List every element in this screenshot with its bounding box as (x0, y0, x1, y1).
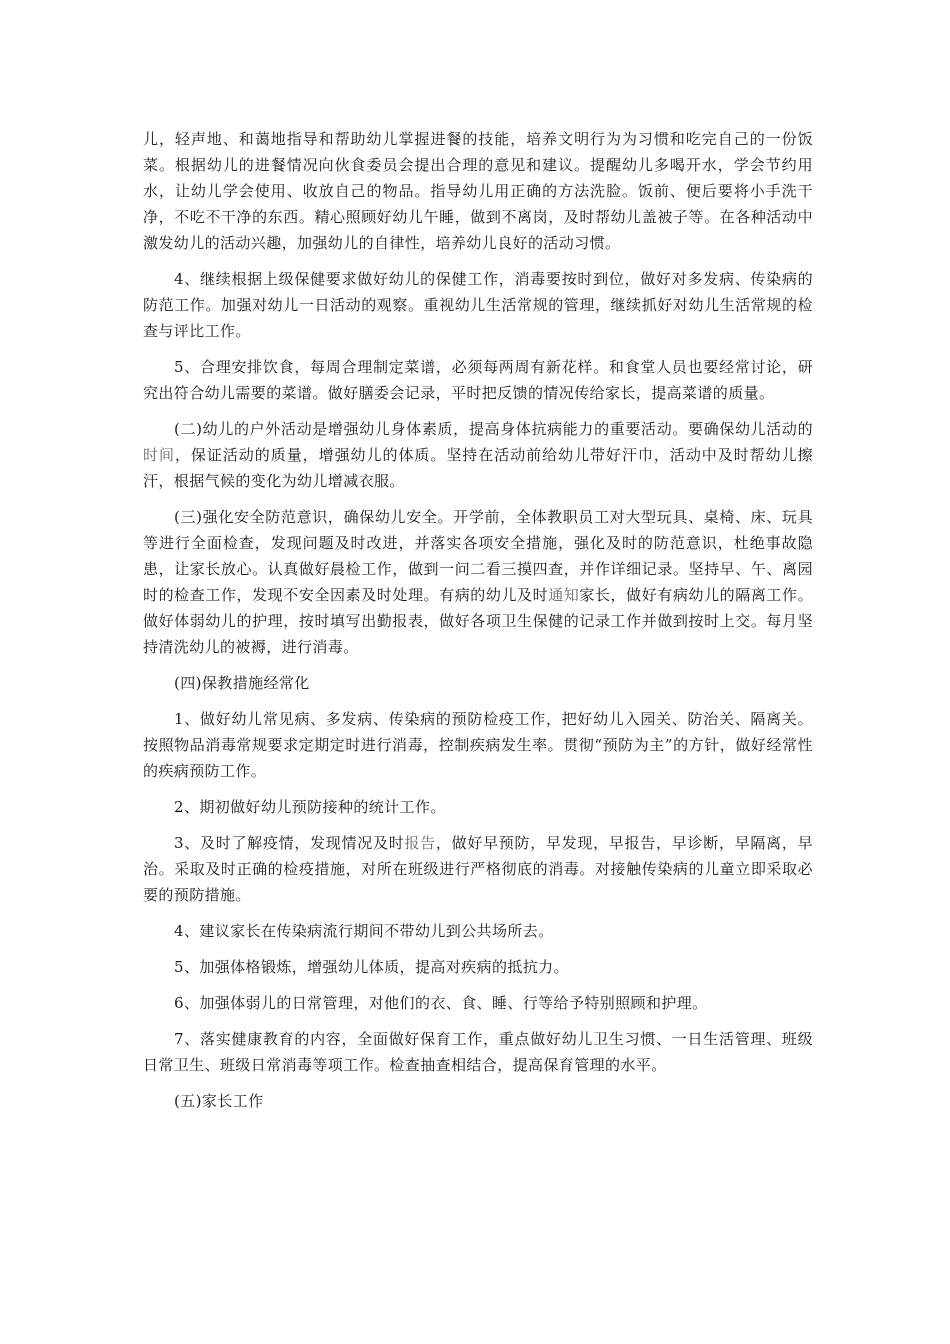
paragraph-text: 6、加强体弱儿的日常管理，对他们的衣、食、睡、行等给予特别照顾和护理。 (174, 994, 708, 1012)
paragraph-text: 4、继续根据上级保健要求做好幼儿的保健工作，消毒要按时到位，做好对多发病、传染病的防范工作。加强对幼儿一日活动的观察。重视幼儿生活常规的管理，继续抓好对幼儿生活常规的检查与评比工作。 (143, 270, 813, 340)
paragraph-text: ，保证活动的质量，增强幼儿的体质。坚持在活动前给幼儿带好汗巾，活动中及时帮幼儿擦汗，根据气候的变化为幼儿增减衣服。 (143, 446, 813, 490)
paragraph-text: ，做好早预防，早发现，早报告，早诊断，早隔离，早治。采取及时正确的检疫措施，对所在班级进行严格彻底的消毒。对接触传染病的儿童立即采取必要的预防措施。 (143, 834, 813, 904)
paragraph-section-2-outdoor (143, 416, 813, 494)
paragraph-item-4-public-places (143, 918, 813, 944)
heading-text: (四)保教措施经常化 (174, 674, 310, 692)
paragraph-text: 5、合理安排饮食，每周合理制定菜谱，必须每两周有新花样。和食堂人员也要经常讨论，研究出符合幼儿需要的菜谱。做好膳委会记录，平时把反馈的情况传给家长，提高菜谱的质量。 (143, 358, 813, 402)
paragraph-text: 1、做好幼儿常见病、多发病、传染病的预防检疫工作，把好幼儿入园关、防治关、隔离关。按照物品消毒常规要求定期定时进行消毒，控制疾病发生率。贯彻“预防为主”的方针，做好经常性的疾病预防工作。 (143, 710, 813, 780)
paragraph-item-7-health-education (143, 1026, 813, 1078)
paragraph-text: 儿，轻声地、和蔼地指导和帮助幼儿掌握进餐的技能，培养文明行为为习惯和吃完自己的一份饭菜。根据幼儿的进餐情况向伙食委员会提出合理的意见和建议。提醒幼儿多喝开水，学会节约用水，让幼儿学会使用、收放自己的物品。指导幼儿用正确的方法洗脸。饭前、便后要将小手洗干净，不吃不干净的东西。精心照顾好幼儿午睡，做到不离岗，及时帮幼儿盖被子等。在各种活动中激发幼儿的活动兴趣，加强幼儿的自律性，培养幼儿良好的活动习惯。 (143, 130, 813, 252)
paragraph-text: (二)幼儿的户外活动是增强幼儿身体素质，提高身体抗病能力的重要活动。要确保幼儿活动的 (174, 420, 813, 438)
paragraph-continued-meal-guidance (143, 126, 813, 256)
paragraph-text-light: 报告 (404, 834, 436, 852)
paragraph-text: 3、及时了解疫情，发现情况及时 (174, 834, 405, 852)
paragraph-item-2-vaccination (143, 794, 813, 820)
section-heading-4 (143, 670, 813, 696)
paragraph-text: 7、落实健康教育的内容，全面做好保育工作，重点做好幼儿卫生习惯、一日生活管理、班级日常卫生、班级日常消毒等项工作。检查抽查相结合，提高保育管理的水平。 (143, 1030, 813, 1074)
document-body (143, 126, 813, 1124)
paragraph-item-3-epidemic (143, 830, 813, 908)
paragraph-item-6-weak-children (143, 990, 813, 1016)
paragraph-text: 2、期初做好幼儿预防接种的统计工作。 (174, 798, 446, 816)
paragraph-text-light: 通知 (548, 586, 580, 604)
paragraph-text-light: 时间 (143, 446, 175, 464)
paragraph-text: 4、建议家长在传染病流行期间不带幼儿到公共场所去。 (174, 922, 554, 940)
paragraph-item-1-prevention (143, 706, 813, 784)
paragraph-section-3-safety (143, 504, 813, 660)
paragraph-text: (三)强化安全防范意识，确保幼儿安全。开学前，全体教职员工对大型玩具、桌椅、床、玩具等进行全面检查，发现问题及时改进，并落实各项安全措施，强化及时的防范意识，杜绝事故隐患，让家长放心。认真做好晨检工作，做到一问二看三摸四查，并作详细记录。坚持早、午、离园时的检查工作，发现不安全因素及时处理。有病的幼儿及时 (143, 508, 813, 604)
paragraph-item-5-diet (143, 354, 813, 406)
paragraph-text: 家长，做好有病幼儿的隔离工作。做好体弱幼儿的护理，按时填写出勤报表，做好各项卫生保健的记录工作并做到按时上交。每月坚持清洗幼儿的被褥，进行消毒。 (143, 586, 813, 656)
heading-text: (五)家长工作 (174, 1092, 264, 1110)
paragraph-item-4-health-care (143, 266, 813, 344)
paragraph-text: 5、加强体格锻炼，增强幼儿体质，提高对疾病的抵抗力。 (174, 958, 569, 976)
section-heading-5 (143, 1088, 813, 1114)
paragraph-item-5-exercise (143, 954, 813, 980)
